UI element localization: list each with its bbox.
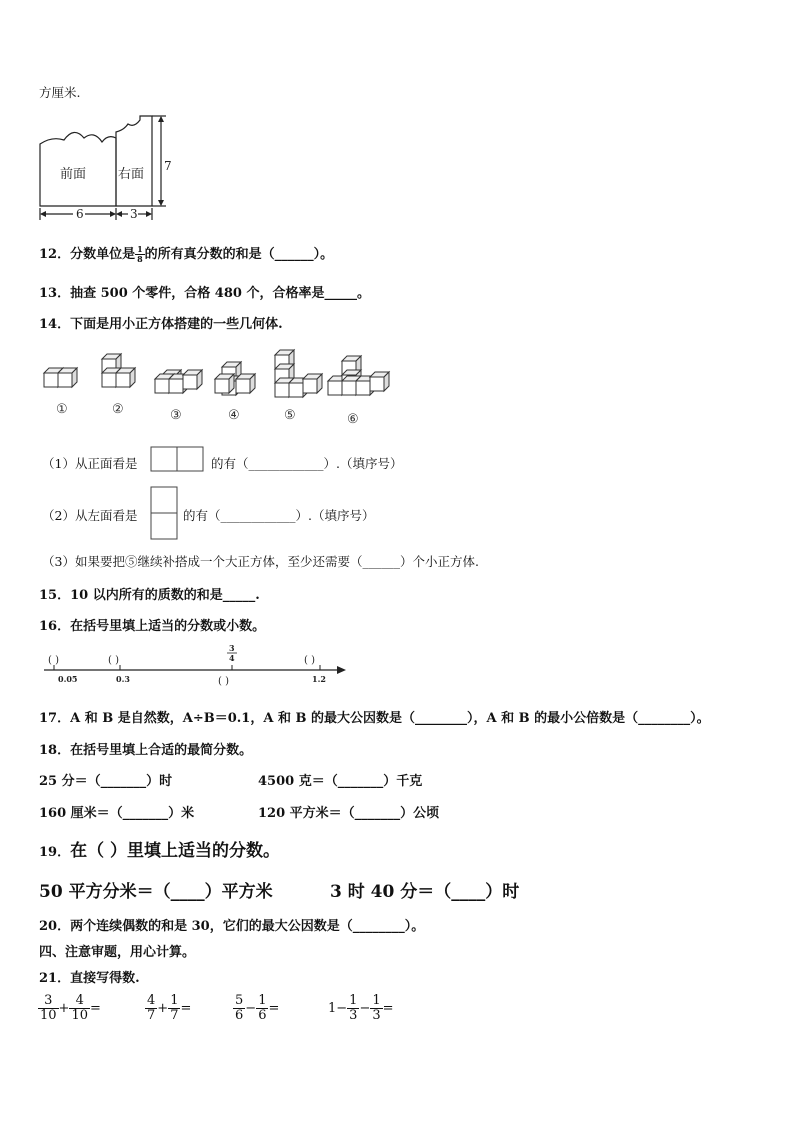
q18-item-3: 160 厘米＝（_______）米 [39,806,195,821]
nl-paren-3: ( ) [304,655,315,666]
q21-4-lead: 1− [328,1001,348,1016]
q14-sub3-pre: （3）如果要把 [42,554,125,569]
q21-title: 21．直接写得数. [39,971,140,986]
q21-4-eq: = [382,1001,394,1016]
cube-solids-figure [38,345,398,425]
nl-frac-den: 4 [229,653,235,663]
right-width-label: 3 [130,207,138,221]
q12-fraction [135,245,145,264]
q14-sub1-post: 的有（____________）.（填序号） [211,456,403,471]
nl-paren-1: ( ) [48,655,59,666]
q21-2-b-num: 1 [170,993,179,1008]
q19-num: 19． [39,845,71,860]
q21-expr-1 [38,994,101,1023]
q14-sub1-pre: （1）从正面看是 [42,456,138,471]
q18-item-2: 4500 克＝（_______）千克 [258,774,423,789]
q19-title-line [39,836,280,861]
q21-3-eq: = [268,1001,280,1016]
solid-label-4: ④ [228,408,240,423]
right-face-label: 右面 [118,167,145,182]
number-line [38,644,358,690]
height-label: 7 [164,159,172,173]
q19-title: 在（ ）里填上适当的分数。 [70,841,281,861]
q21-1-b-num: 4 [69,994,90,1009]
q14-title: 14．下面是用小正方体搭建的一些几何体. [39,317,283,332]
q21-1-op: + [58,1001,70,1016]
q21-expr-4 [328,994,394,1023]
section-4-heading: 四、注意审题，用心计算。 [39,945,196,960]
solid-label-2: ② [112,402,124,417]
front-face-label: 前面 [60,167,87,182]
q21-3-op: − [245,1001,257,1016]
q21-2-a-num: 4 [147,993,156,1008]
q16-title: 16．在括号里填上适当的分数或小数。 [39,619,266,634]
q21-3-b-num: 1 [258,993,267,1008]
q18-item-4: 120 平方米＝（_______）公顷 [258,806,440,821]
q15-line: 15．10 以内所有的质数的和是_____. [39,588,260,603]
q14-sub2-post: 的有（____________）.（填序号） [183,508,375,523]
q18-title: 18．在括号里填上合适的最简分数。 [39,743,253,758]
q12-pre: 12．分数单位是 [39,247,136,262]
q21-1-a-num: 3 [38,994,59,1009]
q14-sub3-line [42,552,479,570]
q21-4-b-num: 1 [372,993,381,1008]
nl-tick-0-05: 0.05 [58,674,78,684]
front-view-shape [150,446,206,472]
q21-2-a-den: 7 [147,1008,156,1023]
front-width-label: 6 [76,207,84,221]
q21-1-a-den: 10 [40,1008,57,1023]
solid-5-mark: ⑤ [124,554,138,569]
q17-line: 17．A 和 B 是自然数，A÷B＝0.1，A 和 B 的最大公因数是（________），A 和 B 的最小公倍数是（________）。 [39,711,710,726]
q19-item-2: 3 时 40 分＝（____）时 [330,882,520,902]
q14-sub3-post: 继续补搭成一个大正方体，至少还需要（______）个小正方体. [137,554,479,569]
q21-4-a-num: 1 [349,993,358,1008]
q13-line: 13．抽查 500 个零件，合格 480 个，合格率是_____。 [39,286,370,301]
room-diagram [30,108,180,226]
q21-3-a-num: 5 [235,993,244,1008]
q21-expr-2 [145,994,191,1023]
solid-label-6: ⑥ [347,412,359,425]
q21-1-b-den: 10 [71,1008,88,1023]
nl-paren-2: ( ) [108,655,119,666]
q18-item-1: 25 分＝（_______）时 [39,774,173,789]
q21-3-a-den: 6 [235,1008,244,1023]
left-view-shape [150,486,178,540]
q12-frac-den: 8 [137,254,143,264]
q19-item-1: 50 平方分米＝（____）平方米 [39,882,273,902]
solid-label-1: ① [56,402,68,417]
q11-tail-text: 方厘米. [39,85,81,100]
solid-label-5: ⑤ [284,408,296,423]
nl-frac-num: 3 [229,644,235,653]
q21-4-a-den: 3 [349,1008,358,1023]
q21-2-b-den: 7 [170,1008,179,1023]
q21-4-b-den: 3 [372,1008,381,1023]
q21-3-b-den: 6 [258,1008,267,1023]
q21-1-eq: = [90,1001,101,1016]
q14-sub2-pre: （2）从左面看是 [42,508,138,523]
q12-post: 的所有真分数的和是（______）。 [144,247,334,262]
q21-expr-3 [233,994,279,1023]
q21-2-eq: = [180,1001,192,1016]
solid-label-3: ③ [170,408,182,423]
nl-paren-4: ( ) [218,676,229,687]
q21-2-op: + [157,1001,169,1016]
q21-4-op: − [359,1001,371,1016]
q12-frac-num: 1 [137,244,143,254]
nl-tick-0-3: 0.3 [116,674,130,684]
q12-line [39,243,333,264]
nl-tick-1-2: 1.2 [312,674,326,684]
q20-line: 20．两个连续偶数的和是 30，它们的最大公因数是（________）。 [39,919,425,934]
